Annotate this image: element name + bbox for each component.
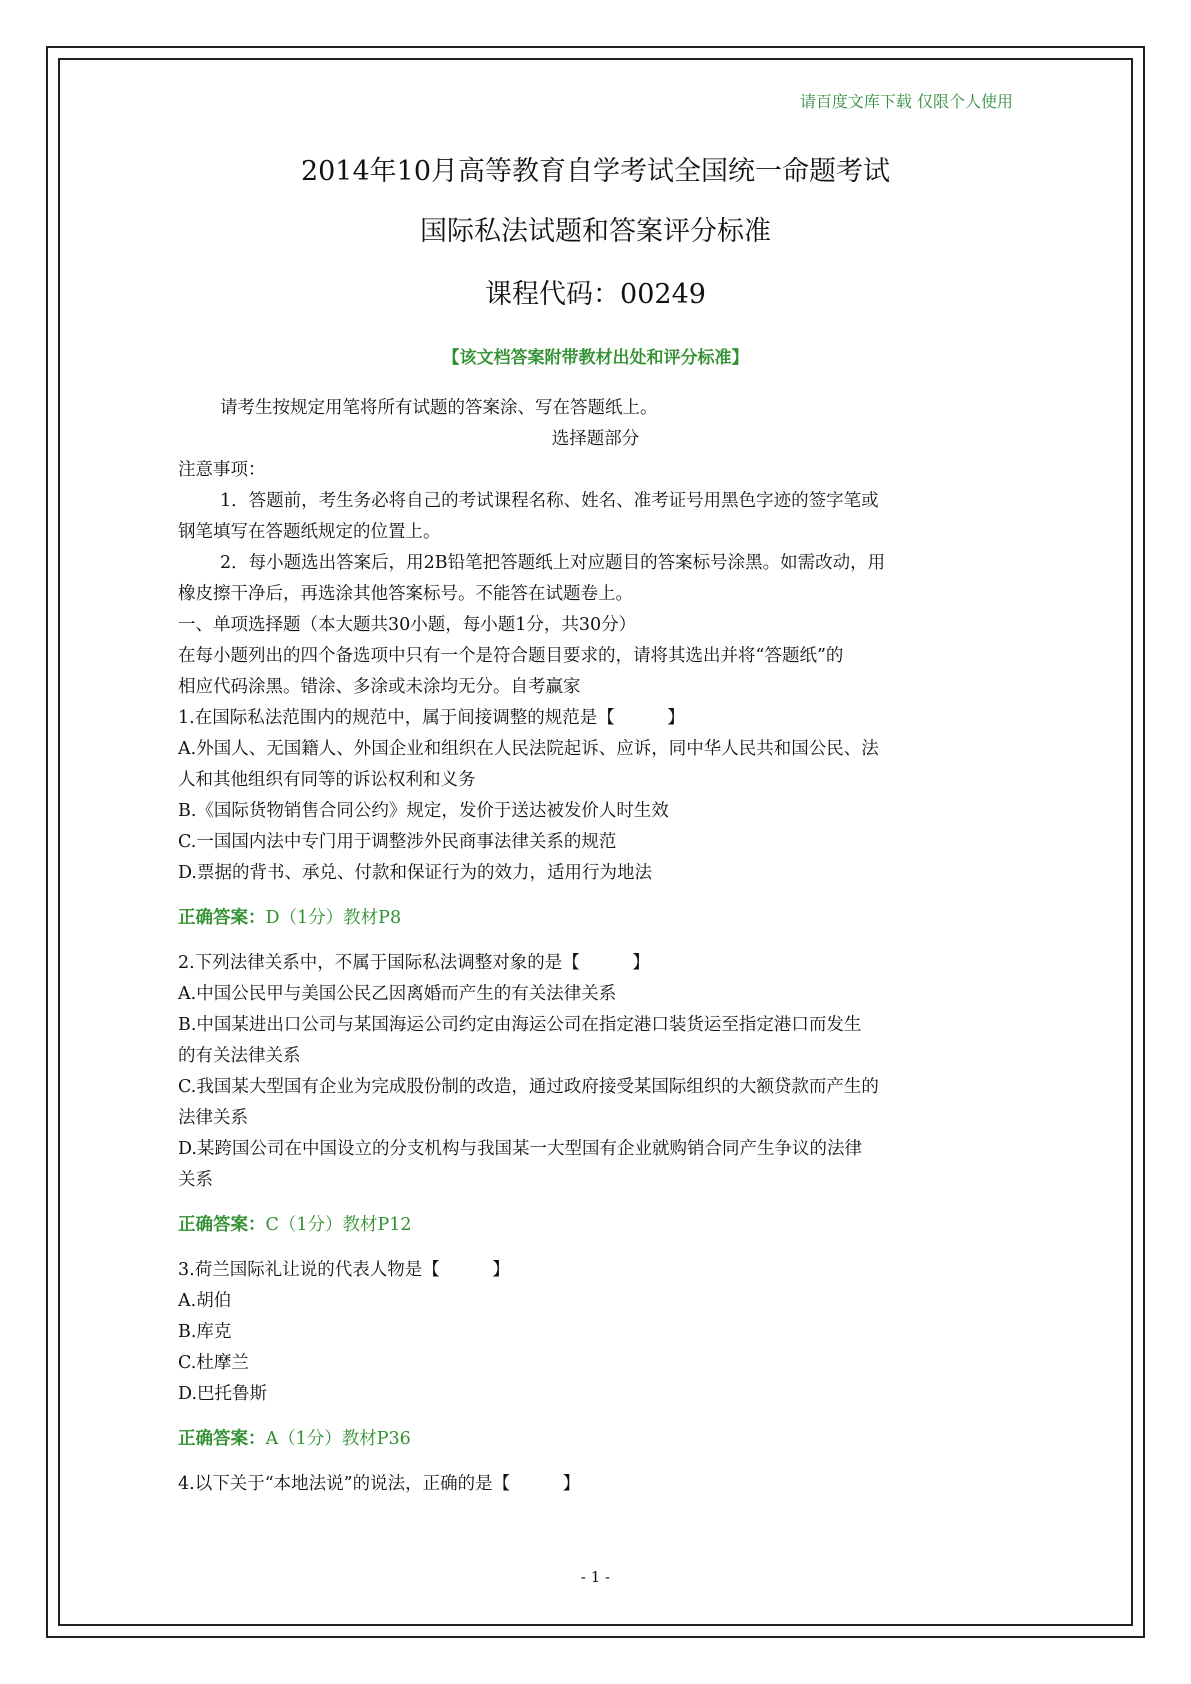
course-code: 课程代码：00249 (485, 279, 706, 310)
question-1-option-a-line-2: 人和其他组织有同等的诉讼权利和义务 (178, 770, 476, 790)
watermark-text: 请百度文库下载 仅限个人使用 (799, 92, 1013, 111)
question-2-option-b-line-1: B.中国某进出口公司与某国海运公司约定由海运公司在指定港口装货运至指定港口而发生 (178, 1015, 862, 1035)
question-4-stem: 4.以下关于“本地法说”的说法，正确的是【 】 (178, 1474, 581, 1494)
answer-label: 正确答案： (178, 908, 266, 928)
question-3-option-d: D.巴托鲁斯 (178, 1384, 267, 1404)
part-heading: 一、单项选择题（本大题共30小题，每小题1分，共30分） (178, 615, 637, 635)
note-1-line-2: 钢笔填写在答题纸规定的位置上。 (178, 522, 441, 542)
question-3-option-c: C.杜摩兰 (178, 1353, 249, 1373)
notes-heading: 注意事项： (178, 460, 266, 480)
question-1-stem: 1.在国际私法范围内的规范中，属于间接调整的规范是【 】 (178, 708, 685, 728)
exam-title: 2014年10月高等教育自学考试全国统一命题考试 (300, 156, 891, 187)
question-2-option-c-line-1: C.我国某大型国有企业为完成股份制的改造，通过政府接受某国际组织的大额贷款而产生的 (178, 1077, 879, 1097)
answer-value: C（1分）教材P12 (265, 1215, 412, 1235)
page-number: - 1 - (580, 1568, 611, 1586)
question-2-option-b-line-2: 的有关法律关系 (178, 1046, 301, 1066)
question-2-option-a: A.中国公民甲与美国公民乙因离婚而产生的有关法律关系 (178, 984, 617, 1004)
question-2-option-d-line-2: 关系 (178, 1170, 213, 1190)
question-1-answer (178, 903, 1013, 934)
question-1-option-c: C.一国国内法中专门用于调整涉外民商事法律关系的规范 (178, 832, 617, 852)
question-2-stem: 2.下列法律关系中，不属于国际私法调整对象的是【 】 (178, 953, 650, 973)
question-3-option-a: A.胡伯 (178, 1291, 232, 1311)
section-title: 选择题部分 (551, 429, 640, 449)
answer-value: A（1分）教材P36 (265, 1429, 411, 1449)
question-3-answer (178, 1424, 1013, 1455)
question-1-option-a-line-1: A.外国人、无国籍人、外国企业和组织在人民法院起诉、应诉，同中华人民共和国公民、法 (178, 739, 879, 759)
question-2-option-c-line-2: 法律关系 (178, 1108, 248, 1128)
answer-value: D（1分）教材P8 (265, 908, 402, 928)
answer-notice: 【该文档答案附带教材出处和评分标准】 (442, 348, 749, 368)
note-2-line-1: 2．每小题选出答案后，用2B铅笔把答题纸上对应题目的答案标号涂黑。如需改动，用 (220, 553, 886, 573)
exam-subtitle: 国际私法试题和答案评分标准 (420, 216, 771, 247)
instruction-text: 请考生按规定用笔将所有试题的答案涂、写在答题纸上。 (220, 398, 658, 418)
question-2-answer (178, 1210, 1013, 1241)
question-1-option-d: D.票据的背书、承兑、付款和保证行为的效力，适用行为地法 (178, 863, 652, 883)
note-2-line-2: 橡皮擦干净后，再选涂其他答案标号。不能答在试题卷上。 (178, 584, 633, 604)
question-3-stem: 3.荷兰国际礼让说的代表人物是【 】 (178, 1260, 510, 1280)
part-description-line-2: 相应代码涂黑。错涂、多涂或未涂均无分。自考赢家 (178, 677, 581, 697)
note-1-line-1: 1．答题前，考生务必将自己的考试课程名称、姓名、准考证号用黑色字迹的签字笔或 (220, 491, 879, 511)
question-2-option-d-line-1: D.某跨国公司在中国设立的分支机构与我国某一大型国有企业就购销合同产生争议的法律 (178, 1139, 862, 1159)
answer-label: 正确答案： (178, 1215, 266, 1235)
exam-body (178, 393, 1013, 1500)
question-1-option-b: B.《国际货物销售合同公约》规定，发价于送达被发价人时生效 (178, 801, 669, 821)
question-3-option-b: B.库克 (178, 1322, 232, 1342)
part-description-line-1: 在每小题列出的四个备选项中只有一个是符合题目要求的，请将其选出并将“答题纸”的 (178, 646, 844, 666)
answer-label: 正确答案： (178, 1429, 266, 1449)
